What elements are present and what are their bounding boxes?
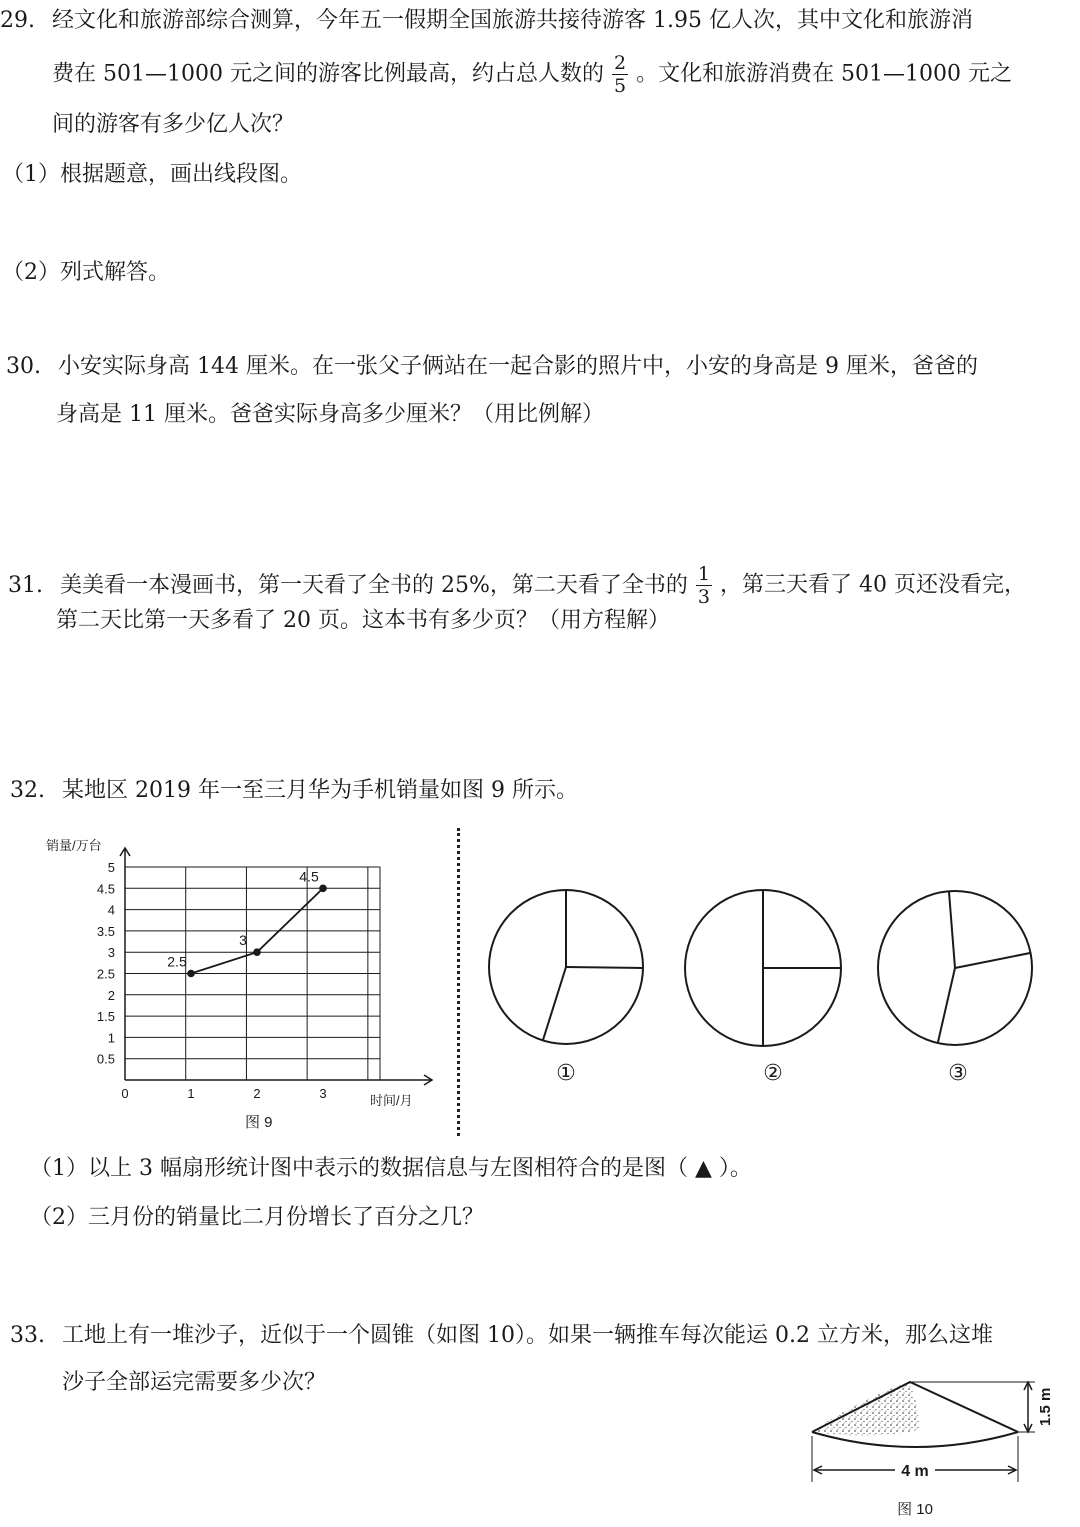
q30-number: 30. [6, 354, 41, 379]
x-tick-label: 1 [187, 1086, 195, 1101]
x-tick-label: 3 [319, 1086, 327, 1101]
q30-text-1: 小安实际身高 144 厘米。在一张父子俩站在一起合影的照片中，小安的身高是 9 厘米，爸爸的 [58, 354, 978, 379]
pie-charts [480, 880, 1060, 1095]
pie-label-1: ① [556, 1060, 576, 1085]
chart-grid [125, 867, 380, 1080]
sand-cone-figure [800, 1370, 1070, 1522]
q32-sub2: （2）三月份的销量比二月份增长了百分之几？ [30, 1205, 484, 1230]
q31-fraction [696, 563, 712, 608]
data-point [187, 970, 195, 978]
q29-frac-den: 5 [613, 75, 627, 97]
y-tick-label: 4.5 [96, 881, 115, 897]
q32-line1 [10, 776, 578, 806]
data-point [253, 948, 261, 956]
x-tick-label: 2 [253, 1086, 261, 1101]
q31-line2: 第二天比第一天多看了 20 页。这本书有多少页？（用方程解） [56, 608, 670, 633]
q33-line2: 沙子全部运完需要多少次？ [62, 1370, 327, 1395]
q31-frac-den: 3 [697, 586, 710, 608]
q33-line1 [10, 1321, 993, 1351]
q32-number: 32. [10, 778, 45, 803]
q31-frac-num: 1 [697, 563, 710, 585]
q32-sub1: （1）以上 3 幅扇形统计图中表示的数据信息与左图相符合的是图（ ▲ ）。 [30, 1156, 752, 1181]
y-tick-label: 3.5 [96, 923, 115, 939]
q31-text-1a: 美美看一本漫画书，第一天看了全书的 25%，第二天看了全书的 [60, 572, 688, 598]
q29-line3 [52, 110, 294, 140]
q31-line1 [8, 563, 1026, 608]
data-point [319, 885, 327, 893]
q29-number: 29. [0, 8, 35, 33]
figure-9-caption: 图 9 [245, 1114, 273, 1131]
y-tick-label: 0.5 [96, 1051, 115, 1067]
pie-chart-3 [878, 891, 1032, 1045]
q29-text-2a: 费在 501—1000 元之间的游客比例最高，约占总人数的 [52, 61, 604, 87]
y-tick-label: 5 [107, 860, 115, 875]
q29-fraction [612, 52, 628, 97]
q31-text-1b: ，第三天看了 40 页还没看完， [720, 572, 1026, 598]
diameter-label: 4 m [901, 1463, 929, 1480]
figure-10-caption: 图 10 [897, 1501, 933, 1518]
chart-series [167, 868, 327, 977]
q29-sub2: （2）列式解答。 [2, 260, 170, 285]
pie-label-3: ③ [948, 1060, 968, 1085]
pie-chart-2 [685, 890, 841, 1046]
sand-cone [812, 1382, 1018, 1447]
height-label: 1.5 m [1037, 1387, 1054, 1426]
data-label: 3 [239, 932, 247, 949]
q29-text-2b: 。文化和旅游消费在 501—1000 元之 [636, 61, 1013, 87]
y-tick-label: 4 [107, 902, 115, 918]
q31-number: 31. [8, 572, 43, 598]
q32-text-1: 某地区 2019 年一至三月华为手机销量如图 9 所示。 [62, 778, 578, 803]
x-tick-label: 0 [121, 1086, 129, 1101]
height-dimension [910, 1382, 1035, 1432]
q33-number: 33. [10, 1323, 45, 1348]
q29-sub1: （1）根据题意，画出线段图。 [2, 162, 302, 187]
q29-text-3: 间的游客有多少亿人次？ [52, 112, 295, 137]
chart-ticks [97, 860, 327, 1101]
pie-chart-1 [489, 890, 643, 1044]
y-tick-label: 1 [107, 1030, 115, 1046]
q29-frac-num: 2 [613, 52, 627, 74]
y-tick-label: 2 [107, 987, 115, 1003]
q30-line2: 身高是 11 厘米。爸爸实际身高多少厘米？（用比例解） [56, 402, 604, 427]
q33-text-1: 工地上有一堆沙子，近似于一个圆锥（如图 10）。如果一辆推车每次能运 0.2 立方米，那么这堆 [62, 1323, 993, 1348]
data-label: 2.5 [167, 953, 187, 970]
y-tick-label: 1.5 [96, 1009, 115, 1025]
q30-line1 [6, 352, 978, 382]
data-label: 4.5 [299, 868, 319, 885]
y-tick-label: 2.5 [96, 966, 115, 982]
x-axis-label: 时间/月 [370, 1093, 413, 1108]
figure-divider [457, 828, 460, 1136]
sales-line-chart [40, 830, 460, 1140]
y-axis-label: 销量/万台 [46, 838, 102, 853]
q29-text-1: 经文化和旅游部综合测算，今年五一假期全国旅游共接待游客 1.95 亿人次，其中文化和旅游消 [52, 8, 973, 33]
q29-line2 [52, 52, 1012, 97]
q29-line1 [0, 6, 973, 36]
y-tick-label: 3 [107, 945, 115, 961]
pie-label-2: ② [763, 1060, 783, 1085]
